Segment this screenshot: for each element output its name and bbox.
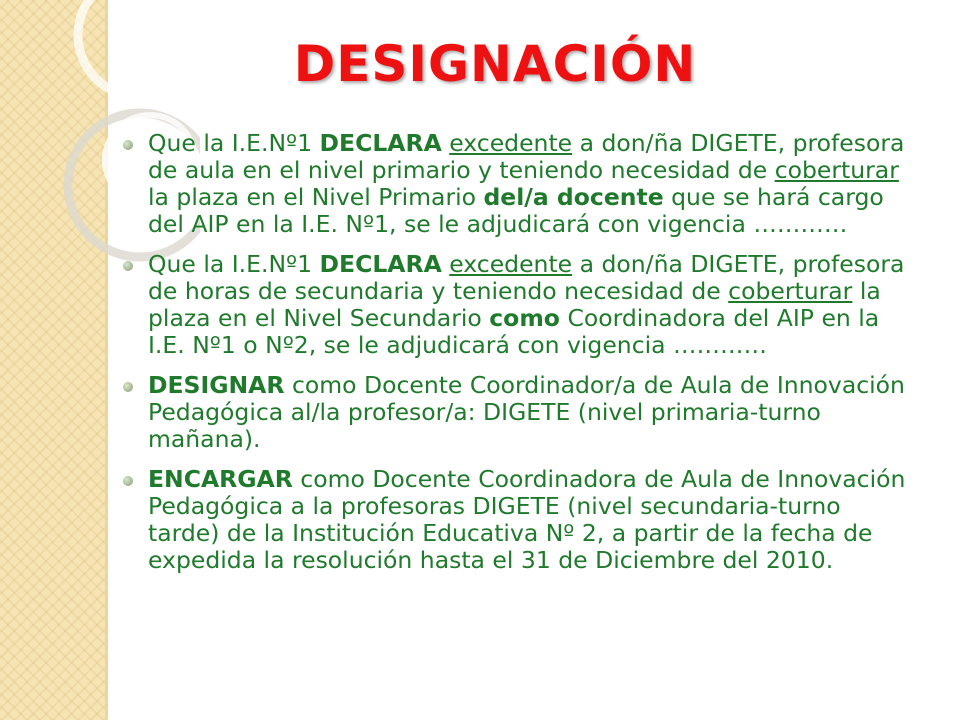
text-run: DESIGNAR [148, 371, 285, 399]
bullet-item [118, 466, 918, 574]
bullet-text [148, 250, 904, 359]
bullet-text [148, 371, 905, 453]
text-run: la plaza en el Nivel Secundario [148, 277, 881, 332]
text-run: como Docente Coordinadora de Aula de Innovación Pedagógica a la profesoras DIGETE (nivel secundaria-turno tarde) de la Institución Educativa Nº 2, a partir de la fecha de expedida la resolución hasta el 31 de Diciembre del 2010. [148, 465, 906, 574]
text-run: Que la I.E.Nº1 [148, 129, 320, 157]
bullet-item [118, 130, 918, 238]
bullet-text [148, 129, 904, 238]
text-run: a don/ña DIGETE, profesora de horas de secundaria y teniendo necesidad de [148, 250, 905, 305]
bullet-icon [123, 140, 133, 150]
text-run: excedente [449, 129, 573, 157]
text-run: excedente [449, 250, 573, 278]
text-run: del/a docente [483, 183, 664, 211]
text-run: la plaza en el Nivel Primario [148, 183, 484, 211]
text-run: DECLARA [319, 250, 442, 278]
bullet-item [118, 372, 918, 453]
text-run: Que la I.E.Nº1 [148, 250, 320, 278]
text-run: coberturar [774, 156, 899, 184]
text-run: como Docente Coordinador/a de Aula de Innovación Pedagógica al/la profesor/a: DIGETE (nivel primaria-turno mañana). [148, 371, 905, 453]
text-run: como [489, 304, 560, 332]
bullet-text [148, 465, 905, 574]
text-run: que se hará cargo del AIP en la I.E. Nº1, se le adjudicará con vigencia ………… [148, 183, 884, 238]
text-run: coberturar [728, 277, 853, 305]
text-run: DECLARA [319, 129, 442, 157]
bullet-icon [123, 476, 133, 486]
text-run: Coordinadora del AIP en la I.E. Nº1 o Nº2, se le adjudicará con vigencia ………… [148, 304, 880, 359]
bullet-list [118, 130, 918, 587]
bullet-icon [123, 261, 133, 271]
text-run: ENCARGAR [148, 465, 293, 493]
slide-title: DESIGNACIÓN [293, 35, 697, 93]
bullet-icon [123, 382, 133, 392]
text-run: a don/ña DIGETE, profesora de aula en el nivel primario y teniendo necesidad de [148, 129, 905, 184]
bullet-item [118, 251, 918, 359]
